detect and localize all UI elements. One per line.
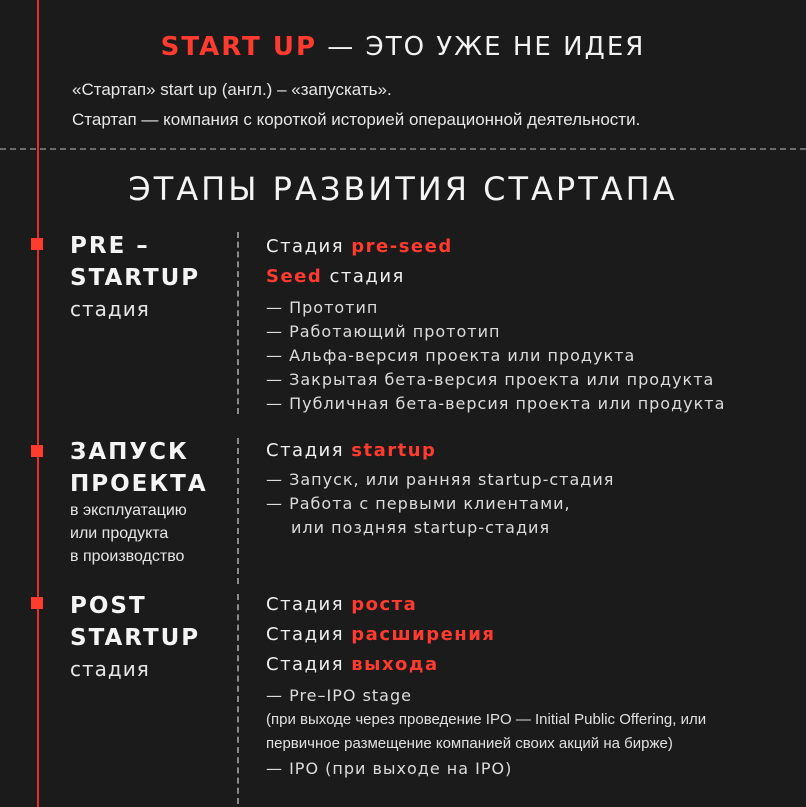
stage-marker bbox=[31, 597, 43, 609]
stage-2-item: — Запуск, или ранняя startup-стадия bbox=[266, 470, 615, 489]
stage-2-line-1 bbox=[266, 440, 436, 461]
header-title-rest: — ЭТО УЖЕ НЕ ИДЕЯ bbox=[317, 32, 646, 62]
stage-line-prefix: Стадия bbox=[266, 624, 352, 645]
stage-1-item: — Прототип bbox=[266, 298, 379, 317]
stage-3-item: — Pre–IPO stage bbox=[266, 686, 412, 705]
stage-line-accent: роста bbox=[351, 594, 418, 615]
stage-1-item: — Альфа-версия проекта или продукта bbox=[266, 346, 636, 365]
stage-line-prefix: Стадия bbox=[266, 594, 352, 615]
stage-1-line-2 bbox=[266, 266, 405, 287]
stage-1-heading-line1: PRE – bbox=[70, 233, 150, 259]
stage-1-subtitle: стадия bbox=[70, 297, 150, 321]
stage-line-accent: startup bbox=[351, 440, 437, 461]
stage-3-subtitle: стадия bbox=[70, 657, 150, 681]
stage-3-heading bbox=[70, 590, 200, 654]
stage-2-subtitle-line: или продукта bbox=[70, 525, 169, 542]
stage-3-divider bbox=[237, 594, 239, 804]
stage-1-heading-line2: STARTUP bbox=[70, 265, 201, 291]
stage-1-heading bbox=[70, 230, 200, 294]
stage-2-heading-line2: ПРОЕКТА bbox=[70, 471, 208, 497]
stage-line-prefix: Стадия bbox=[266, 440, 352, 461]
stage-2-item: — Работа с первыми клиентами, bbox=[266, 494, 571, 513]
dashed-separator bbox=[0, 148, 806, 150]
stage-2-subtitle bbox=[70, 499, 187, 568]
stage-line-accent: Seed bbox=[266, 266, 323, 287]
stage-3-heading-line2: STARTUP bbox=[70, 625, 201, 651]
stage-3-item: — IPO (при выходе на IPO) bbox=[266, 759, 513, 778]
stage-3-line-3 bbox=[266, 654, 439, 675]
stage-1-item: — Закрытая бета-версия проекта или продукта bbox=[266, 370, 715, 389]
stage-3-note: (при выходе через проведение IPO — Initial Public Offering, или bbox=[266, 711, 707, 728]
stage-marker bbox=[31, 445, 43, 457]
stage-line-accent: расширения bbox=[351, 624, 496, 645]
stage-2-subtitle-line: в производство bbox=[70, 548, 185, 565]
header-title bbox=[0, 32, 806, 62]
header-description-line: Стартап — компания с короткой историей операционной деятельности. bbox=[72, 110, 641, 129]
stage-3-line-1 bbox=[266, 594, 417, 615]
left-accent-line bbox=[37, 0, 39, 807]
stage-2-heading-line1: ЗАПУСК bbox=[70, 439, 189, 465]
stage-2-heading bbox=[70, 436, 208, 500]
stage-1-item: — Публичная бета-версия проекта или продукта bbox=[266, 394, 726, 413]
stage-1-line-1 bbox=[266, 236, 453, 257]
stage-line-prefix: Стадия bbox=[266, 654, 352, 675]
section-title: ЭТАПЫ РАЗВИТИЯ СТАРТАПА bbox=[128, 170, 678, 208]
stage-3-line-2 bbox=[266, 624, 495, 645]
stage-marker bbox=[31, 238, 43, 250]
stage-3-heading-line1: POST bbox=[70, 593, 147, 619]
stage-2-divider bbox=[237, 438, 239, 584]
stage-line-prefix: Стадия bbox=[266, 236, 352, 257]
stage-2-subtitle-line: в эксплуатацию bbox=[70, 502, 187, 519]
stage-2-item: или поздняя startup-стадия bbox=[291, 518, 551, 537]
stage-line-suffix: стадия bbox=[322, 266, 405, 287]
stage-1-item: — Работающий прототип bbox=[266, 322, 501, 341]
header-title-accent: START UP bbox=[160, 32, 318, 62]
stage-line-accent: выхода bbox=[351, 654, 439, 675]
stage-line-accent: pre-seed bbox=[351, 236, 453, 257]
stage-1-divider bbox=[237, 232, 239, 414]
header-definition-line: «Стартап» start up (англ.) – «запускать». bbox=[72, 80, 392, 99]
stage-3-note: первичное размещение компанией своих акций на бирже) bbox=[266, 735, 673, 752]
